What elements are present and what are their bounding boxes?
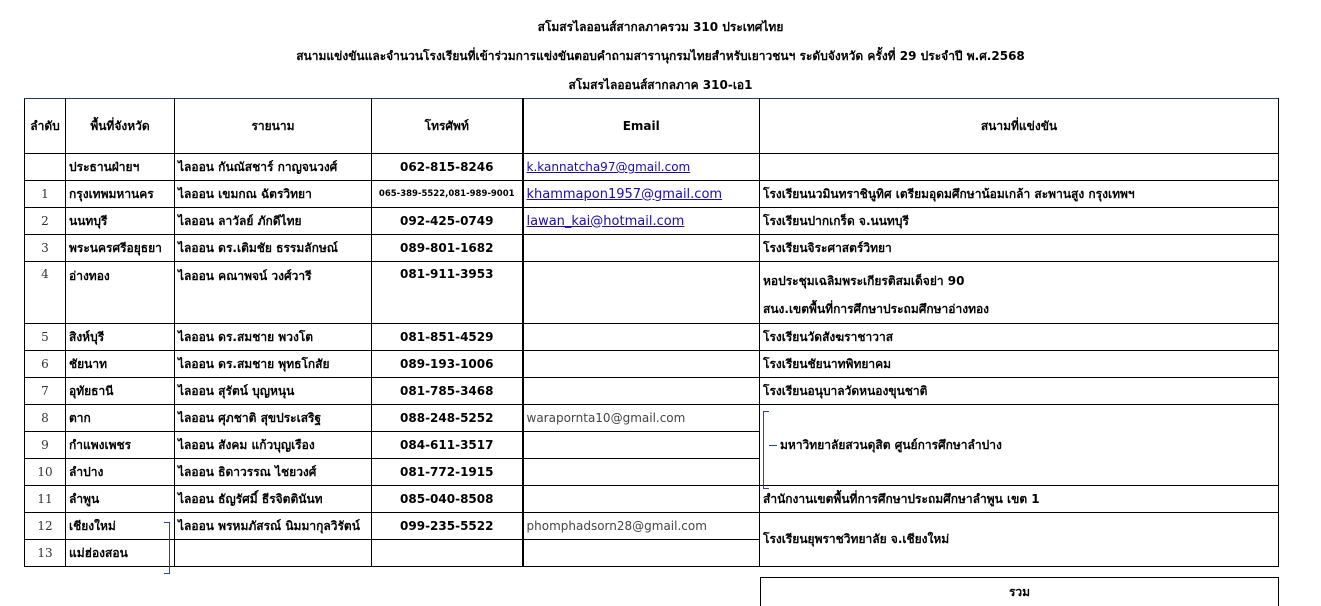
table-row: [25, 351, 1279, 378]
row-no: 5: [25, 324, 66, 351]
row-name: ไลออน พรหมภัสรณ์ นิมมากุลวิรัตน์: [175, 513, 372, 540]
row-email: [523, 181, 760, 208]
row-name: ไลออน ดร.สมชาย พวงโต: [175, 324, 372, 351]
header-no: ลำดับ: [25, 99, 66, 154]
table-row: [25, 154, 1279, 181]
row-email: [523, 324, 760, 351]
row-province: กำแพงเพชร: [66, 432, 175, 459]
venue-line-1: หอประชุมเฉลิมพระเกียรติสมเด็จย่า 90: [763, 274, 965, 288]
row-phone: 084-611-3517: [372, 432, 523, 459]
row-name: ไลออน ดร.สมชาย พุทธโกสัย: [175, 351, 372, 378]
row-province: ประธานฝ่ายฯ: [66, 154, 175, 181]
row-name: ไลออน ลาวัลย์ ภักดีไทย: [175, 208, 372, 235]
email-link[interactable]: k.kannatcha97@gmail.com: [526, 160, 691, 174]
row-province: กรุงเทพมหานคร: [66, 181, 175, 208]
table-row: [25, 262, 1279, 324]
row-name: ไลออน เขมกณ ฉัตรวิทยา: [175, 181, 372, 208]
header-name: รายนาม: [175, 99, 372, 154]
row-email: [523, 486, 760, 513]
row-name: ไลออน สังคม แก้วบุญเรือง: [175, 432, 372, 459]
row-venue: โรงเรียนชัยนาทพิทยาคม: [760, 351, 1279, 378]
row-phone: 081-911-3953: [372, 262, 523, 324]
row-no: 12: [25, 513, 66, 540]
row-venue: โรงเรียนนวมินทราชินูทิศ เตรียมอุดมศึกษาน้อมเกล้า สะพานสูง กรุงเทพฯ: [760, 181, 1279, 208]
row-email: [523, 262, 760, 324]
row-province: ลำพูน: [66, 486, 175, 513]
row-province: อุทัยธานี: [66, 378, 175, 405]
row-phone: 099-235-5522: [372, 513, 523, 540]
district-title: สโมสรไลออนส์สากลภาค 310-เอ1: [568, 78, 753, 92]
row-name: ไลออน คณาพจน์ วงศ์วารี: [175, 262, 372, 324]
row-venue: โรงเรียนอนุบาลวัดหนองขุนชาติ: [760, 378, 1279, 405]
row-name: ไลออน ธัญรัศมิ์ ธีรจิตตินันท: [175, 486, 372, 513]
row-phone: 081-851-4529: [372, 324, 523, 351]
venue-table: [24, 98, 1279, 567]
row-email: [523, 459, 760, 486]
table-row: [25, 378, 1279, 405]
row-phone: 081-772-1915: [372, 459, 523, 486]
header-venue: สนามที่แข่งขัน: [760, 99, 1279, 154]
row-phone: 085-040-8508: [372, 486, 523, 513]
bracket-dash: [769, 445, 777, 446]
row-province: สิงห์บุรี: [66, 324, 175, 351]
row-name: ไลออน กันณัสชาร์ กาญจนวงศ์: [175, 154, 372, 181]
row-phone: 089-801-1682: [372, 235, 523, 262]
row-email: [523, 208, 760, 235]
row-email: [523, 235, 760, 262]
row-no: 1: [25, 181, 66, 208]
row-phone: 062-815-8246: [372, 154, 523, 181]
row-province: ชัยนาท: [66, 351, 175, 378]
row-phone: 088-248-5252: [372, 405, 523, 432]
group-bracket: [763, 411, 769, 489]
row-no: [25, 154, 66, 181]
row-no: 2: [25, 208, 66, 235]
email-text: warapornta10@gmail.com: [526, 411, 686, 425]
row-email: [523, 154, 760, 181]
row-venue: [760, 262, 1279, 324]
row-no: 8: [25, 405, 66, 432]
table-row: [25, 208, 1279, 235]
row-no: 4: [25, 262, 66, 324]
row-province: นนทบุรี: [66, 208, 175, 235]
table-row: [25, 181, 1279, 208]
group-bracket: [164, 522, 170, 574]
row-email: [523, 513, 760, 540]
email-text: phomphadsorn28@gmail.com: [526, 519, 707, 533]
row-phone: 089-193-1006: [372, 351, 523, 378]
total-cell: รวม: [760, 577, 1279, 606]
row-no: 6: [25, 351, 66, 378]
header-email: Email: [523, 99, 760, 154]
row-province: เชียงใหม่: [66, 513, 175, 540]
table-row: [25, 324, 1279, 351]
table-row: [25, 486, 1279, 513]
page-subtitle: สนามแข่งขันและจำนวนโรงเรียนที่เข้าร่วมการแข่งขันตอบคำถามสารานุกรมไทยสำหรับเยาวชนฯ ระดับจังหวัด ครั้งที่ 29 ประจำปี พ.ศ.2568: [296, 49, 1025, 63]
row-province: ตาก: [66, 405, 175, 432]
row-phone: 065-389-5522,081-989-9001: [372, 181, 523, 208]
row-venue: สำนักงานเขตพื้นที่การศึกษาประถมศึกษาลำพูน เขต 1: [760, 486, 1279, 513]
row-no: 7: [25, 378, 66, 405]
row-venue: โรงเรียนจิระศาสตร์วิทยา: [760, 235, 1279, 262]
page-title: สโมสรไลออนส์สากลภาครวม 310 ประเทศไทย: [537, 20, 784, 34]
row-email: [523, 378, 760, 405]
row-email: [523, 351, 760, 378]
row-province: พระนครศรีอยุธยา: [66, 235, 175, 262]
row-email: [523, 540, 760, 567]
email-link[interactable]: khammapon1957@gmail.com: [526, 186, 723, 202]
table-row: [25, 513, 1279, 540]
row-no: 13: [25, 540, 66, 567]
row-name: [175, 540, 372, 567]
row-venue: โรงเรียนยุพราชวิทยาลัย จ.เชียงใหม่: [760, 513, 1279, 567]
row-no: 11: [25, 486, 66, 513]
row-venue: [760, 154, 1279, 181]
row-phone: [372, 540, 523, 567]
table-row: [25, 235, 1279, 262]
row-province: แม่ฮ่องสอน: [66, 540, 175, 567]
row-email: [523, 432, 760, 459]
row-no: 9: [25, 432, 66, 459]
row-province: อ่างทอง: [66, 262, 175, 324]
header-phone: โทรศัพท์: [372, 99, 523, 154]
row-email: [523, 405, 760, 432]
table-header-row: [25, 99, 1279, 154]
venue-line-2: สนง.เขตพื้นที่การศึกษาประถมศึกษาอ่างทอง: [763, 302, 990, 316]
row-province: ลำปาง: [66, 459, 175, 486]
row-name: ไลออน ดร.เติมชัย ธรรมลักษณ์: [175, 235, 372, 262]
row-phone: 081-785-3468: [372, 378, 523, 405]
row-no: 3: [25, 235, 66, 262]
table-row: [25, 405, 1279, 432]
row-venue: [760, 405, 1279, 486]
row-name: ไลออน ศุภชาติ สุขประเสริฐ: [175, 405, 372, 432]
row-venue: โรงเรียนปากเกร็ด จ.นนทบุรี: [760, 208, 1279, 235]
row-no: 10: [25, 459, 66, 486]
row-venue: โรงเรียนวัดสังฆราชาวาส: [760, 324, 1279, 351]
venue-text: มหาวิทยาลัยสวนดุสิต ศูนย์การศึกษาลำปาง: [780, 437, 1002, 452]
header-province: พื้นที่จังหวัด: [66, 99, 175, 154]
email-link[interactable]: lawan_kai@hotmail.com: [526, 213, 685, 229]
row-name: ไลออน สุรัตน์ บุญหนุน: [175, 378, 372, 405]
row-name: ไลออน ธิดาวรรณ ไชยวงศ์: [175, 459, 372, 486]
row-phone: 092-425-0749: [372, 208, 523, 235]
